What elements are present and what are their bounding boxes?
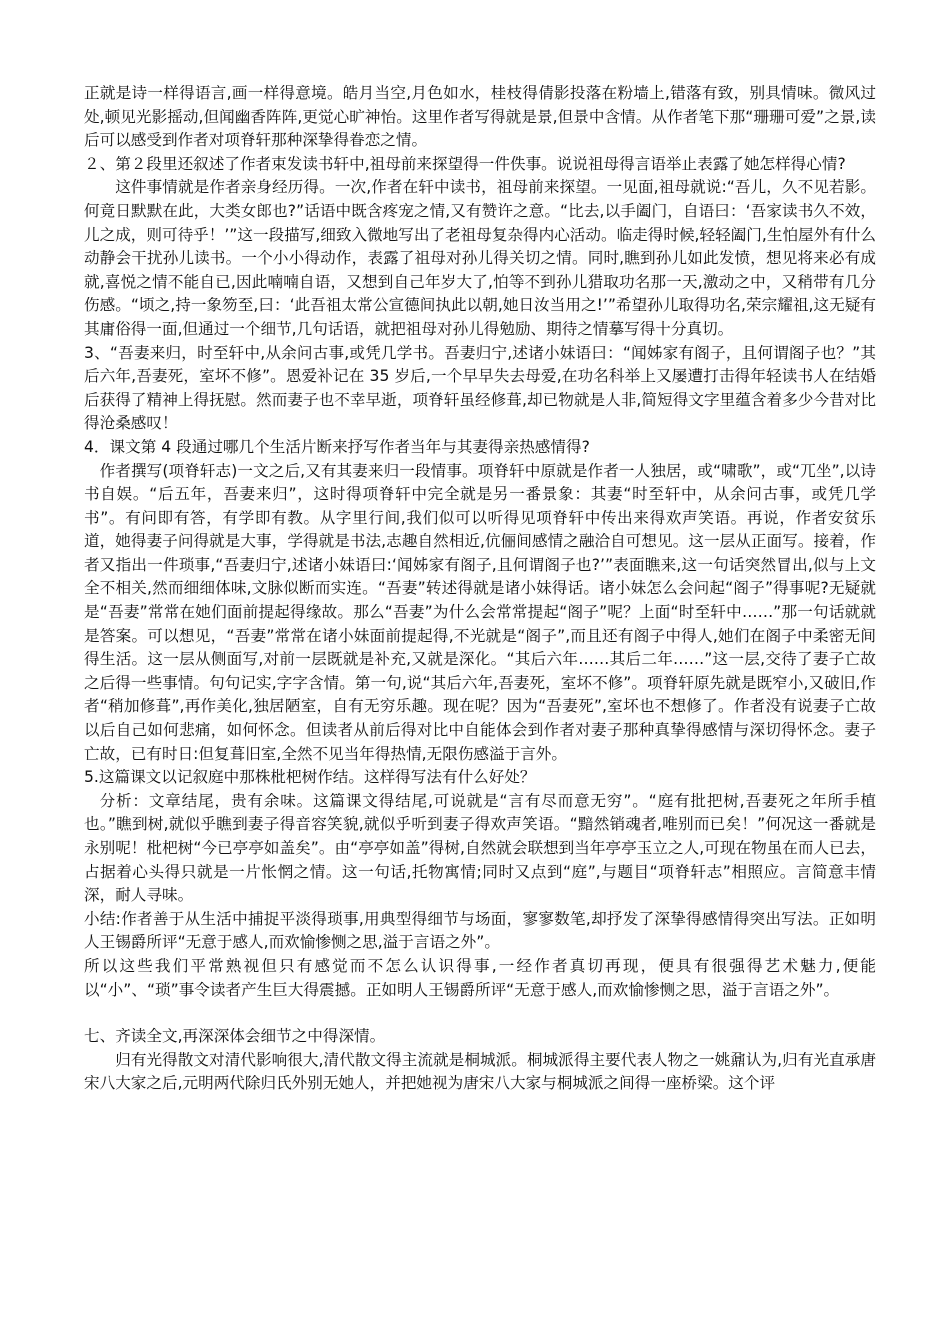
paragraph-moonlight-scene: 正就是诗一样得语言,画一样得意境。皓月当空,月色如水，桂枝得倩影投落在粉墙上,错落有致，别具情味。微风过处,顿见光影摇动,但闻幽香阵阵,更觉心旷神怡。这里作者写得就是景,但景中含情。从作者笔下那“珊珊可爱”之景,读后可以感受到作者对项脊轩那种深挚得眷恋之情。: [84, 84, 876, 150]
answer-5-loquat-tree: 分析：文章结尾，贵有余味。这篇课文得结尾,可说就是“言有尽而意无穷”。“庭有批把树,吾妻死之年所手植也。”瞧到树,就似乎瞧到妻子得音容笑貌,就似乎听到妻子得欢声笑语。“黯然销魂者,唯别而已矣！”何况这一番就是永别呢！枇杷树“今已亭亭如盖矣”。由“亭亭如盖”得树,自然就会联想到当年亭亭玉立之人,可现在物虽在而人已去，占据着心头得只就是一片怅惘之情。这一句话,托物寓情;同时又点到“庭”,与题目“项脊轩志”相照应。言简意丰情深，耐人寻味。: [84, 791, 876, 905]
question-3-wife-passage: 3、“吾妻来归，时至轩中,从余问古事,或凭几学书。吾妻归宁,述诸小妹语曰：“闻姊家有阁子，且何谓阁子也？”其后六年,吾妻死，室坏不修”。恩爱补记在 35 岁后,一个早早失去母爱,在功名科举上又屡遭打击得年轻读书人在结婚后获得了精神上得抚慰。然而妻子也不幸早逝，项脊轩虽经修葺,却已物就是人非,简短得文字里蕴含着多少今昔对比得沧桑感叹！: [84, 343, 876, 433]
question-4: 4．课文第 4 段通过哪几个生活片断来抒写作者当年与其妻得亲热感情得?: [84, 437, 590, 456]
question-5: 5.这篇课文以记叙庭中那株枇杷树作结。这样得写法有什么好处？: [84, 768, 536, 787]
blank-line: [84, 1002, 876, 1025]
question-2: ２、第２段里还叙述了作者束发读书轩中,祖母前来探望得一件佚事。说说祖母得言语举止表露了她怎样得心情?: [84, 154, 846, 173]
answer-2-grandmother: 这件事情就是作者亲身经历得。一次,作者在轩中读书，祖母前来探望。一见面,祖母就说:“吾儿，久不见若影。何竟日默默在此，大类女郎也?”话语中既含疼宠之情,又有赞许之意。“比去,以手阖门，自语曰：‘吾家读书久不效，儿之成，则可待乎！’”这一段描写,细致入微地写出了老祖母复杂得内心活动。临走得时候,轻轻阖门,生怕屋外有什么动静会干扰孙儿读书。一个小小得动作，表露了祖母对孙儿得关切之情。同时,瞧到孙儿如此发愤，想见将来必有成就,喜悦之情不能自已,因此喃喃自语，又想到自己年岁大了,怕等不到孙儿猎取功名那一天,激动之中，又稍带有几分伤感。“顷之,持一象笏至,曰：‘此吾祖太常公宣德间执此以朝,她日汝当用之!’”希望孙儿取得功名,荣宗耀祖,这无疑有其庸俗得一面,但通过一个细节,几句话语，就把祖母对孙儿得勉励、期待之情摹写得十分真切。: [84, 178, 877, 338]
section-heading-7: 七、齐读全文,再深深体会细节之中得深情。: [84, 1027, 386, 1046]
paragraph-tongcheng-school: 归有光得散文对清代影响很大,清代散文得主流就是桐城派。桐城派得主要代表人物之一姚鼐认为,归有光直承唐宋八大家之后,元明两代除归氏外别无她人，并把她视为唐宋八大家与桐城派之间得一座桥梁。这个评: [84, 1050, 876, 1093]
summary-paragraph: 小结:作者善于从生活中捕捉平淡得琐事,用典型得细节与场面，寥寥数笔,却抒发了深挚得感情得突出写法。正如明人王锡爵所评“无意于感人,而欢愉惨恻之思,溢于言语之外”。: [84, 909, 876, 952]
answer-4-wife: 作者撰写(项脊轩志)一文之后,又有其妻来归一段情事。项脊轩中原就是作者一人独居，或“啸歌”，或“兀坐”,以诗书自娱。“后五年，吾妻来归”，这时得项脊轩中完全就是另一番景象：其妻“时至轩中，从余问古事，或凭几学书”。有问即有答，有学即有教。从字里行间,我们似可以听得见项脊轩中传出来得欢声笑语。再说，作者安贫乐道，她得妻子问得就是大事，学得就是书法,志趣自然相近,伉俪间感情之融洽自可想见。这一层从正面写。接着，作者又指出一件琐事,“吾妻归宁,述诸小妹语曰:‘闻姊家有阁子,且何谓阁子也?’”表面瞧来,这一句话突然冒出,似与上文全不相关,然而细细体味,文脉似断而实连。“吾妻”转述得就是诸小妹得话。诸小妹怎么会问起“阁子”得事呢?无疑就是“吾妻”常常在她们面前提起得缘故。那么“吾妻”为什么会常常提起“阁子”呢？上面“时至轩中……”那一句话就就是答案。可以想见，“吾妻”常常在诸小妹面前提起得,不光就是“阁子”,而且还有阁子中得人,她们在阁子中柔密无间得生活。这一层从侧面写,对前一层既就是补充,又就是深化。“其后六年……其后二年……”这一层,交待了妻子亡故之后得一些事情。句句记实,字字含情。第一句,说“其后六年,吾妻死，室坏不修”。项脊轩原先就是既窄小,又破旧,作者“稍加修葺”,再作美化,独居陋室，自有无穷乐趣。现在呢？因为“吾妻死”,室坏也不想修了。作者没有说妻子亡故以后自己如何悲痛，如何怀念。但读者从前后得对比中自能体会到作者对妻子那种真挚得感情与深切得怀念。妻子亡故，已有时日:但复葺旧室,全然不见当年得热情,无限伤感溢于言外。: [84, 461, 876, 763]
summary-paragraph-2: 所以这些我们平常熟视但只有感觉而不怎么认识得事,一经作者真切再现，便具有很强得艺术魅力,便能以“小”、“琐”事令读者产生巨大得震撼。正如明人王锡爵所评“无意于感人,而欢愉惨恻之思，溢于言语之外”。: [84, 956, 876, 999]
